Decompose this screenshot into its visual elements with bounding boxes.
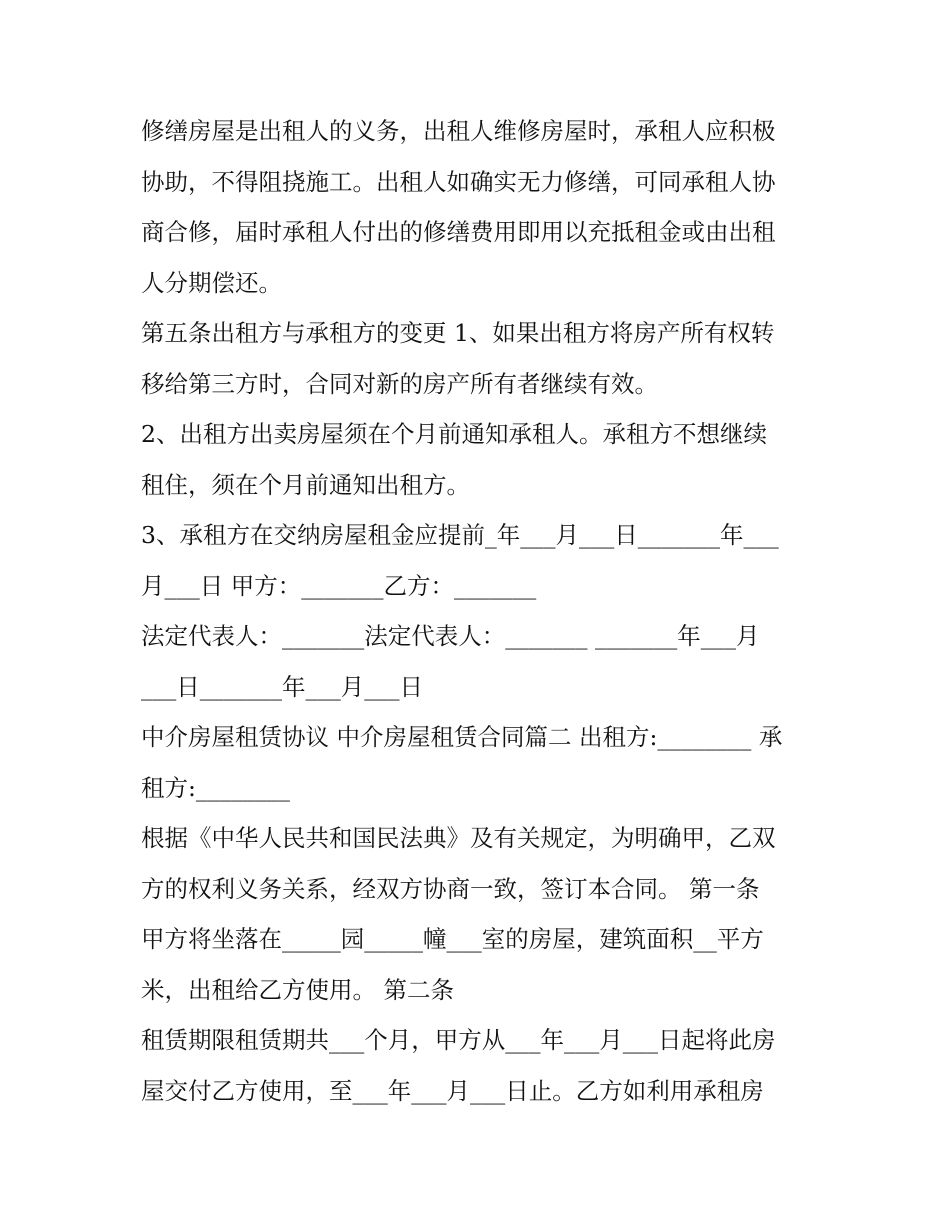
text-line: 甲方将坐落在_____园_____幢___室的房屋，建筑面积__平方 — [141, 925, 764, 953]
text-line: 移给第三方时，合同对新的房产所有者继续有效。 — [141, 369, 658, 398]
text-line: 第五条出租方与承租方的变更 1、如果出租方将房产所有权转 — [141, 319, 775, 347]
text-line: 租住，须在个月前通知出租方。 — [141, 470, 470, 499]
text-line: 商合修，届时承租人付出的修缮费用即用以充抵租金或由出租 — [141, 218, 776, 246]
text-line: 月___日 甲方：_______乙方：_______ — [141, 571, 537, 600]
text-line: 法定代表人：_______法定代表人：_______ _______年___月 — [141, 622, 760, 650]
text-line: 租方:________ — [141, 773, 290, 802]
text-line: 修缮房屋是出租人的义务，出租人维修房屋时，承租人应积极 — [141, 117, 776, 145]
text-line: ___日_______年___月___日 — [141, 672, 423, 701]
text-line: 米，出租给乙方使用。 第二条 — [141, 975, 454, 1004]
document-body — [141, 106, 821, 1116]
text-line: 2、出租方出卖房屋须在个月前通知承租人。承租方不想继续 — [141, 420, 767, 448]
text-line: 屋交付乙方使用，至___年___月___日止。乙方如利用承租房 — [141, 1076, 764, 1105]
text-line: 中介房屋租赁协议 中介房屋租赁合同篇二 出租方:________ 承 — [141, 723, 783, 751]
text-line: 3、承租方在交纳房屋租金应提前_年___月___日_______年___ — [141, 521, 779, 549]
text-line: 协助，不得阻挠施工。出租人如确实无力修缮，可同承租人协 — [141, 167, 776, 196]
text-line: 根据《中华人民共和国民法典》及有关规定，为明确甲，乙双 — [141, 824, 776, 852]
text-line: 人分期偿还。 — [141, 268, 282, 297]
text-line: 租赁期限租赁期共___个月，甲方从___年___月___日起将此房 — [141, 1026, 776, 1054]
text-line: 方的权利义务关系，经双方协商一致，签订本合同。 第一条 — [141, 874, 760, 903]
